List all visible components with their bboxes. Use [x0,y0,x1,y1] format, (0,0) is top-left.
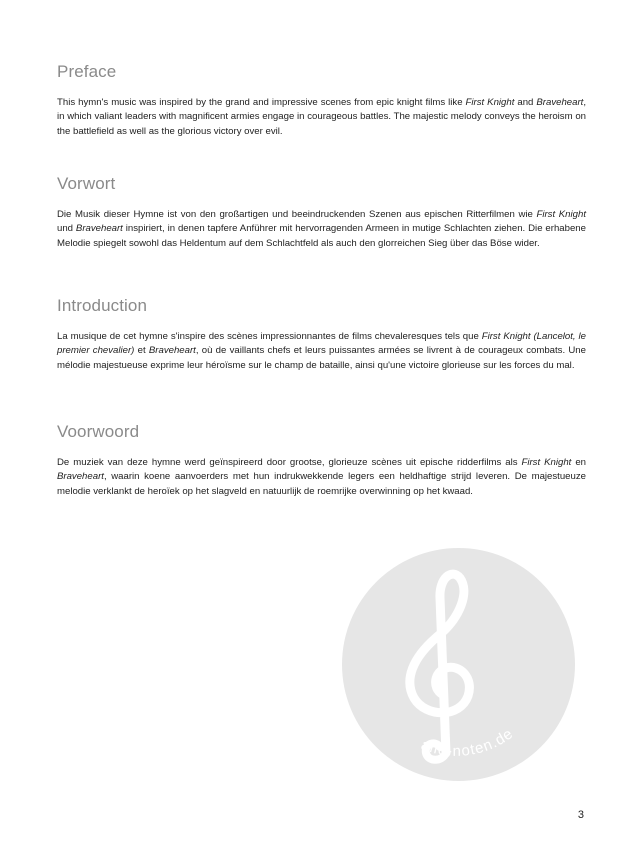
paragraph-introduction: La musique de cet hymne s'inspire des scènes impressionnantes de films chevaleresques tels que First Knight (Lancelot, le premier chevalier) et Braveheart, où de vaillants chefs et leurs puissantes armées se livrent à de courageux combats. Une mélodie majestueuse exprime leur héroïsme sur le champ de bataille, ainsi qu'une victoire glorieuse sur les forces du mal. [57,331,587,371]
watermark-text: alle-noten.de [418,724,517,760]
paragraph-vorwort: Die Musik dieser Hymne ist von den großartigen und beeindruckenden Szenen aus epischen Ritterfilmen wie First Knight und Braveheart inspiriert, in denen tapfere Anführer mit hervorragenden Armeen in mutige Schlachten ziehen. Die erhabene Melodie spiegelt sowohl das Heldentum auf dem Schlachtfeld als auch den glorreichen Sieg über das Böse wider. [57,209,586,249]
heading-vorwort: Vorwort [57,174,116,193]
heading-preface: Preface [57,62,117,81]
section-voorwoord [57,422,586,499]
paragraph-voorwoord: De muziek van deze hymne werd geïnspireerd door grootse, glorieuze scènes uit epische ridderfilms als First Knight en Braveheart, waarin koene aanvoerders met hun indrukwekkende legers een heldhaftige strijd leveren. De majestueuze melodie verklankt de heroïek op het slagveld en natuurlijk de roemrijke overwinning op het kwaad. [57,457,586,497]
section-preface [57,62,586,139]
paragraph-preface: This hymn's music was inspired by the grand and impressive scenes from epic knight films like First Knight and Braveheart, in which valiant leaders with magnificent armies engage in courageous battles. The majestic melody conveys the heroism on the battlefield as well as the glorious victory over evil. [57,97,586,137]
heading-introduction: Introduction [57,296,148,315]
section-introduction [57,296,586,373]
section-vorwort [57,174,586,251]
page-number: 3 [577,809,584,821]
heading-voorwoord: Voorwoord [57,422,140,441]
watermark-treble-clef-icon [342,548,575,781]
